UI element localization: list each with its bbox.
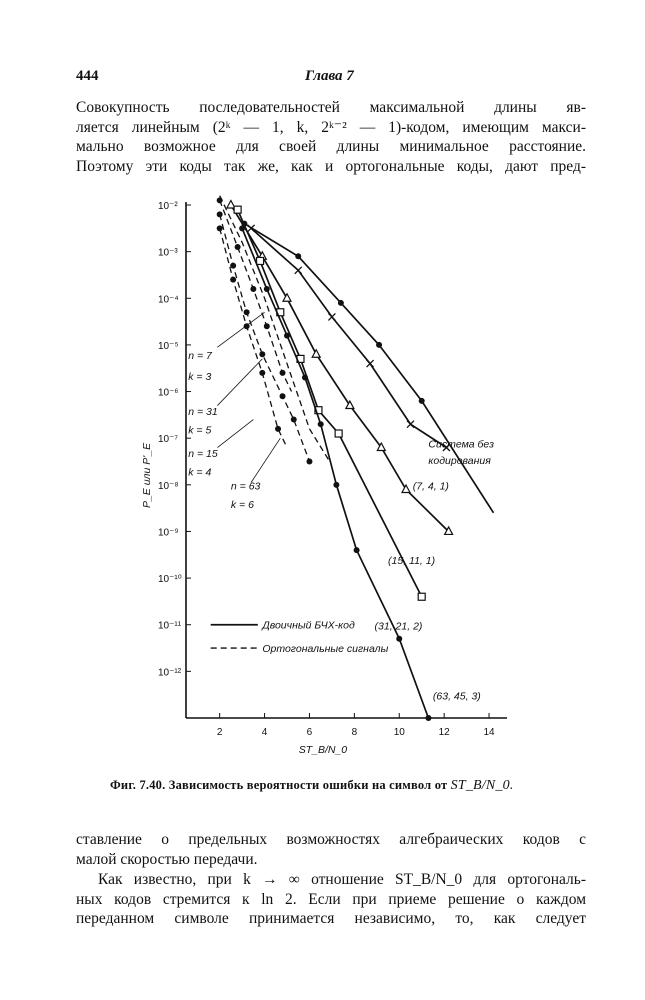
- data-point: [312, 350, 320, 358]
- x-tick-label: 10: [393, 727, 405, 738]
- chart-annotation: n = 15: [188, 447, 218, 460]
- series-line: [244, 224, 493, 513]
- x-tick-label: 2: [216, 727, 223, 738]
- y-tick-label: 10⁻⁴: [158, 294, 179, 306]
- text-line: малой скоростью передачи.: [76, 850, 258, 868]
- legend-label: Двоичный БЧХ-код: [262, 619, 355, 632]
- y-tick-label: 10⁻¹¹: [158, 620, 182, 632]
- x-tick-label: 4: [261, 727, 268, 738]
- figure-caption: [110, 778, 570, 794]
- chart-annotation: n = 63: [230, 480, 261, 493]
- chart-annotation: k = 5: [188, 424, 212, 437]
- data-point: [291, 417, 297, 423]
- data-point: [217, 211, 223, 217]
- y-tick-label: 10⁻⁸: [158, 480, 179, 492]
- data-point: [354, 547, 360, 553]
- series-line: [220, 214, 310, 461]
- text-line: переданном символе принимается независимо, то, как следует: [76, 910, 586, 927]
- chart-annotation: k = 6: [230, 499, 254, 512]
- annotation-leader: [251, 438, 280, 482]
- data-point: [333, 482, 339, 488]
- data-point: [280, 370, 286, 376]
- paragraph-middle: [76, 830, 586, 869]
- chart-annotation: (63, 45, 3): [432, 690, 481, 703]
- data-point: [425, 715, 431, 721]
- data-point: [407, 421, 414, 428]
- legend-label: Ортогональные сигналы: [262, 643, 389, 656]
- y-tick-label: 10⁻³: [158, 247, 178, 259]
- x-tick-label: 14: [483, 727, 495, 738]
- caption-formula: ST_B/N_0.: [450, 778, 514, 793]
- data-point: [306, 459, 312, 465]
- series-line: [220, 200, 292, 391]
- chart-annotation: Система без: [428, 438, 495, 451]
- data-point: [264, 286, 270, 292]
- y-tick-label: 10⁻⁹: [158, 527, 179, 539]
- chart-annotation: k = 4: [188, 466, 212, 479]
- chart-annotation: n = 31: [188, 405, 218, 418]
- text-line: Поэтому эти коды так же, как и ортогональные коды, дают пред-: [76, 157, 586, 175]
- data-point: [328, 313, 335, 320]
- page-number: 444: [76, 68, 99, 84]
- series-line: [251, 228, 446, 447]
- chart-annotation: кодирования: [428, 454, 491, 467]
- y-tick-label: 10⁻¹²: [158, 667, 182, 679]
- caption-text: Фиг. 7.40. Зависимость вероятности ошибки на символ от: [110, 778, 448, 792]
- data-point: [419, 398, 425, 404]
- data-point: [244, 309, 250, 315]
- y-tick-label: 10⁻⁶: [158, 387, 179, 399]
- data-point: [257, 257, 264, 264]
- data-point: [239, 225, 245, 231]
- data-point: [250, 286, 256, 292]
- annotation-leader: [217, 359, 262, 406]
- data-point: [217, 225, 223, 231]
- data-point: [367, 360, 374, 367]
- chart-annotation: (15, 11, 1): [388, 555, 436, 568]
- x-tick-label: 12: [438, 727, 450, 738]
- chart-annotation: k = 3: [188, 370, 212, 383]
- data-point: [280, 393, 286, 399]
- y-tick-label: 10⁻⁷: [158, 434, 179, 446]
- text-line: Совокупность последовательностей максимальной длины яв-: [76, 99, 586, 116]
- data-point: [259, 370, 265, 376]
- chapter-title: Глава 7: [305, 68, 354, 84]
- data-point: [264, 323, 270, 329]
- data-point: [230, 263, 236, 269]
- y-tick-label: 10⁻²: [158, 201, 178, 212]
- y-tick-label: 10⁻⁵: [158, 340, 179, 352]
- x-axis-label: ST_B/N_0: [298, 744, 348, 756]
- chart-annotation: (7, 4, 1): [412, 480, 449, 493]
- annotation-leader: [217, 420, 253, 448]
- text-line: ляется линейным (2ᵏ — 1, k, 2ᵏ⁻² — 1)-кодом, имеющим макси-: [76, 118, 586, 136]
- data-point: [234, 206, 241, 213]
- data-point: [295, 253, 301, 259]
- y-tick-label: 10⁻¹⁰: [158, 574, 182, 586]
- text-line: ных кодов стремится к ln 2. Если при приеме решение о каждом: [76, 890, 586, 908]
- series-line: [238, 210, 422, 597]
- data-point: [235, 244, 241, 250]
- text-line: ставление о предельных возможностях алгебраических кодов с: [76, 831, 586, 848]
- chart-annotation: n = 7: [188, 349, 212, 362]
- x-tick-label: 6: [306, 727, 313, 738]
- data-point: [230, 277, 236, 283]
- text-line: Как известно, при k → ∞ отношение ST_B/N_0 для ортогональ-: [98, 871, 586, 888]
- y-axis-label: P_E или P'_E: [141, 442, 153, 509]
- data-point: [335, 430, 342, 437]
- data-point: [275, 426, 281, 432]
- data-point: [302, 375, 308, 381]
- x-tick-label: 8: [351, 727, 358, 738]
- data-point: [318, 421, 324, 427]
- data-point: [418, 593, 425, 600]
- paragraph-bottom: [76, 870, 586, 929]
- series-line: [220, 196, 330, 462]
- data-point: [295, 267, 302, 274]
- data-point: [396, 636, 402, 642]
- data-point: [338, 300, 344, 306]
- chart-annotation: (31, 21, 2): [374, 620, 423, 633]
- text-line: мально возможное для своей длины минимальное расстояние.: [76, 138, 586, 155]
- data-point: [284, 333, 290, 339]
- data-point: [259, 351, 265, 357]
- data-point: [376, 342, 382, 348]
